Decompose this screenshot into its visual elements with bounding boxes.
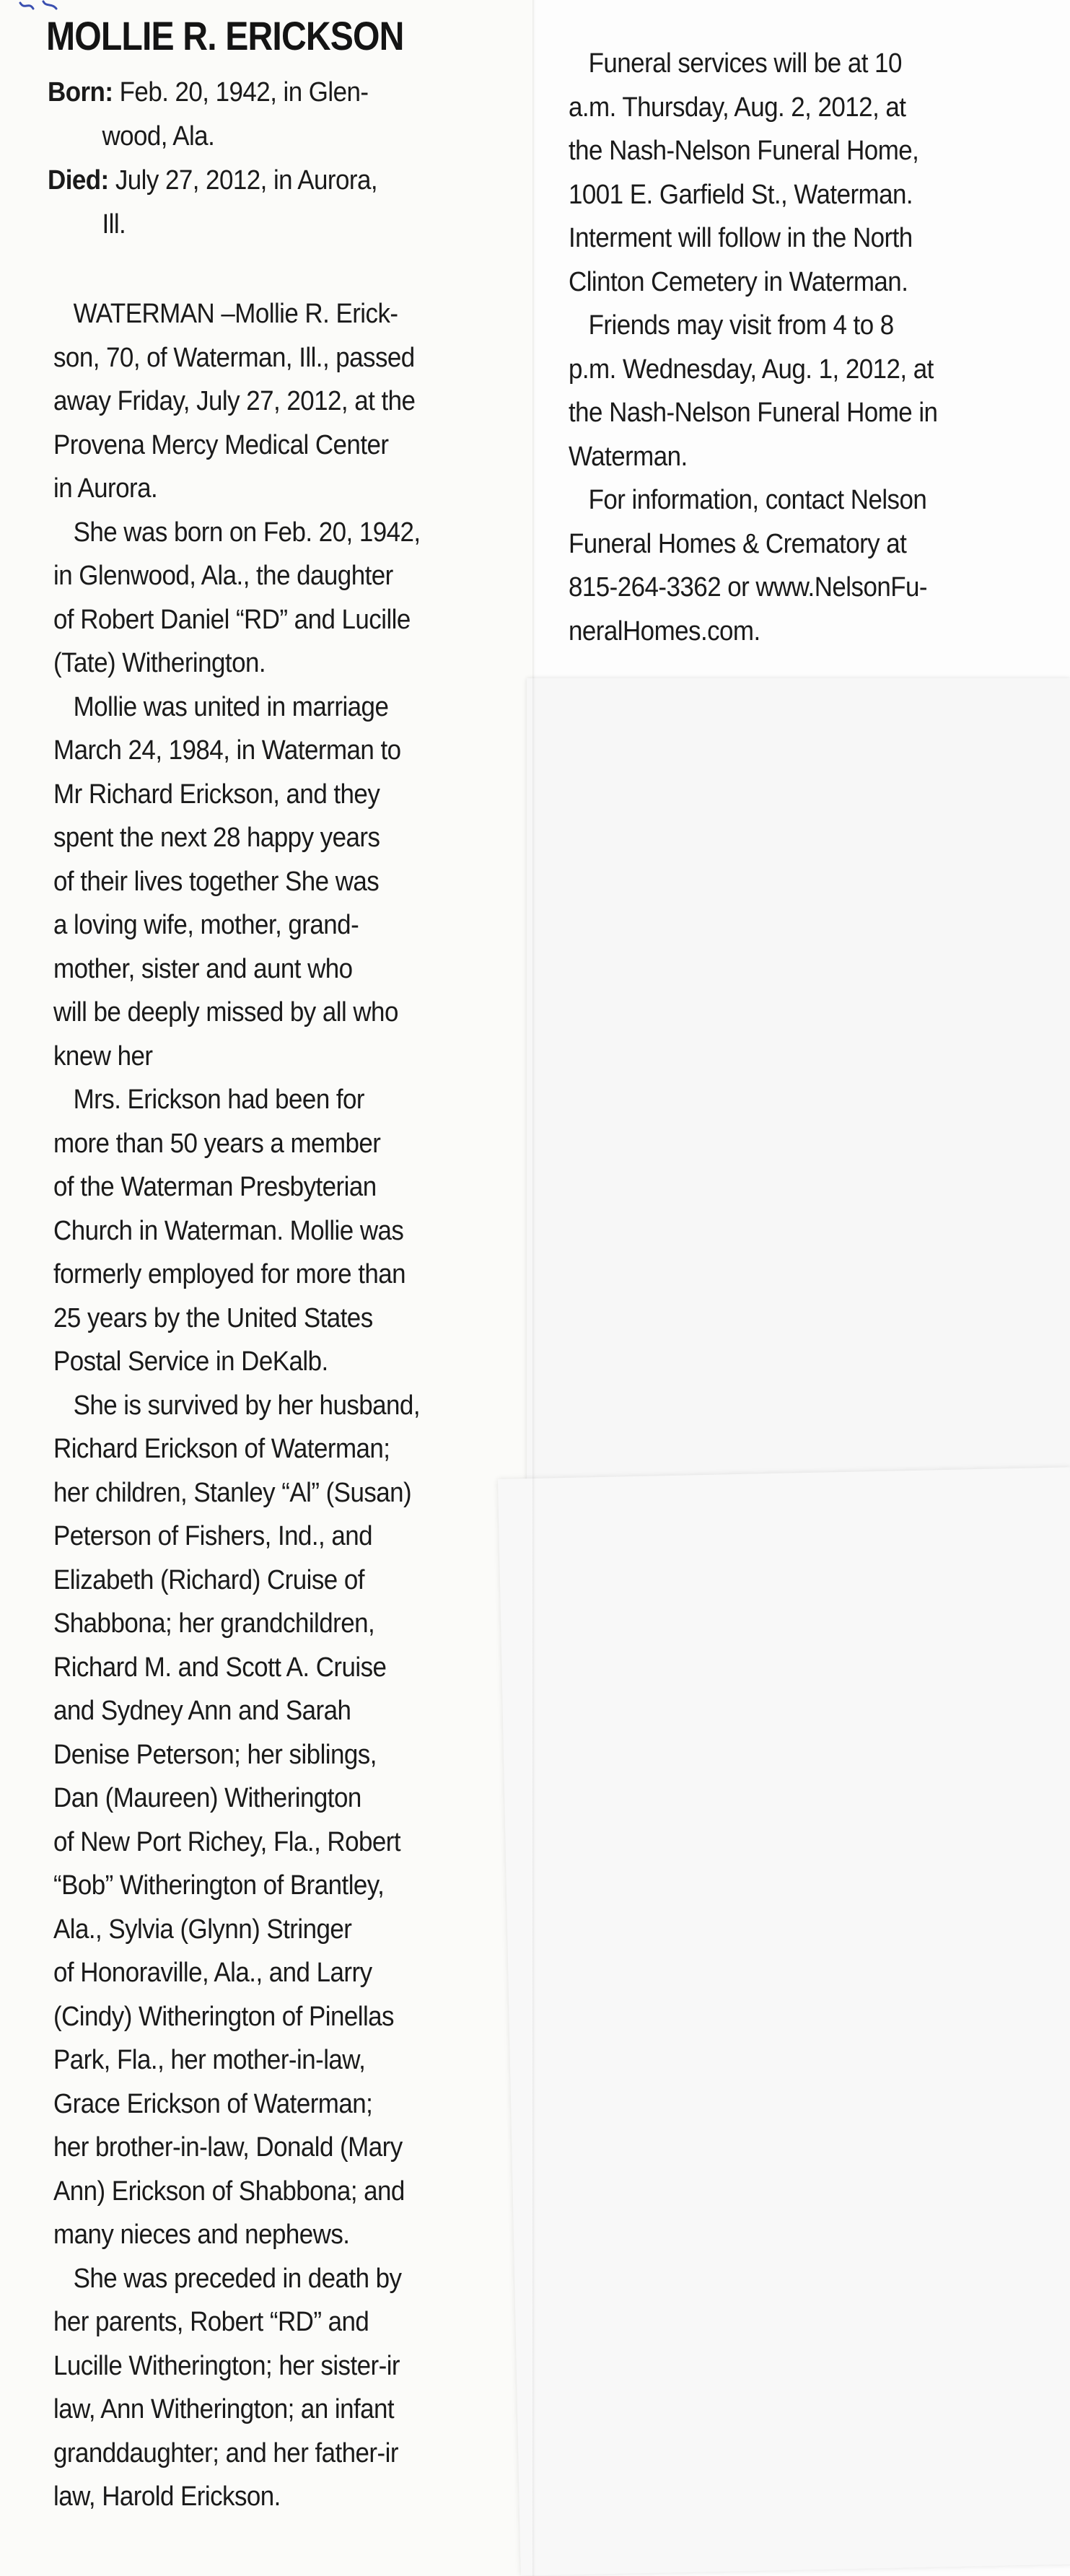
text-line: Park, Fla., her mother-in-law, [53,2045,366,2075]
born-label: Born: [48,77,113,108]
text-line: Denise Peterson; her siblings, [53,1739,377,1770]
text-line: Waterman. [569,441,688,472]
text-line: WATERMAN –Mollie R. Erick- [73,299,398,329]
born-line [48,71,377,115]
text-line: Mollie was united in marriage [73,691,389,722]
text-line: will be deeply missed by all who [53,997,398,1028]
text-line: and Sydney Ann and Sarah [53,1696,351,1726]
text-line: Provena Mercy Medical Center [53,429,389,460]
text-line: She was preceded in death by [73,2263,402,2294]
born-text: Feb. 20, 1942, in Glen- [119,77,369,108]
text-line: Shabbona; her grandchildren, [53,1608,375,1639]
text-line: She is survived by her husband, [73,1390,420,1421]
text-line: Richard Erickson of Waterman; [53,1434,390,1464]
text-line: Lucille Witherington; her sister-ir [53,2350,400,2381]
text-line: 815-264-3362 or www.NelsonFu- [569,572,928,603]
text-line: p.m. Wednesday, Aug. 1, 2012, at [569,354,934,385]
text-line: away Friday, July 27, 2012, at the [53,386,416,416]
text-line: formerly employed for more than [53,1259,406,1289]
obituary-body-left-column [53,292,485,2519]
text-line: March 24, 1984, in Waterman to [53,735,401,766]
text-line: law, Harold Erickson. [53,2481,281,2512]
text-line: For information, contact Nelson [588,485,927,515]
text-line: Richard M. and Scott A. Cruise [53,1652,387,1683]
died-text: July 27, 2012, in Aurora, [115,165,378,196]
text-line: son, 70, of Waterman, Ill., passed [53,342,415,373]
text-line: of New Port Richey, Fla., Robert [53,1826,401,1857]
text-line: Clinton Cemetery in Waterman. [569,266,908,297]
text-line: her children, Stanley “Al” (Susan) [53,1477,412,1508]
vital-dates [48,71,377,247]
died-label: Died: [48,165,109,196]
text-line: Grace Erickson of Waterman; [53,2088,373,2119]
text-line: her brother-in-law, Donald (Mary [53,2132,403,2163]
clipping-edge-shadow [532,0,535,2576]
text-line: of their lives together She was [53,866,380,897]
text-line: She was born on Feb. 20, 1942, [73,517,421,548]
text-line: of the Waterman Presbyterian [53,1172,377,1202]
text-line: Mrs. Erickson had been for [73,1085,365,1115]
text-line: a loving wife, mother, grand- [53,910,359,940]
text-line: 25 years by the United States [53,1302,373,1333]
text-line: Mr Richard Erickson, and they [53,779,380,810]
text-line: (Cindy) Witherington of Pinellas [53,2001,394,2032]
text-line: Ann) Erickson of Shabbona; and [53,2176,405,2207]
text-line: many nieces and nephews. [53,2220,350,2250]
text-line: more than 50 years a member [53,1128,381,1159]
died-continuation: Ill. [102,209,126,240]
text-line: spent the next 28 happy years [53,823,380,853]
text-line: of Robert Daniel “RD” and Lucille [53,604,411,635]
text-line: Elizabeth (Richard) Cruise of [53,1564,364,1595]
text-line: Postal Service in DeKalb. [53,1346,328,1377]
text-line: neralHomes.com. [569,615,760,647]
text-line: in Glenwood, Ala., the daughter [53,561,393,591]
text-line: Ala., Sylvia (Glynn) Stringer [53,1914,352,1945]
died-line [48,159,377,203]
text-line: granddaughter; and her father-ir [53,2437,398,2468]
text-line: her parents, Robert “RD” and [53,2307,369,2337]
text-line: the Nash-Nelson Funeral Home in [569,398,938,428]
text-line: Funeral services will be at 10 [588,48,902,79]
obituary-body-right-column [569,42,1007,653]
text-line: knew her [53,1041,153,1072]
text-line: Interment will follow in the North [569,223,913,253]
born-continuation: wood, Ala. [102,121,215,152]
text-line: Funeral Homes & Crematory at [569,528,907,559]
text-line: in Aurora. [53,473,158,504]
background-paper-lower [527,678,1070,1486]
text-line: law, Ann Witherington; an infant [53,2394,395,2424]
text-line: the Nash-Nelson Funeral Home, [569,136,919,166]
text-line: mother, sister and aunt who [53,953,353,984]
text-line: (Tate) Witherington. [53,648,266,678]
text-line: Peterson of Fishers, Ind., and [53,1521,373,1551]
text-line: a.m. Thursday, Aug. 2, 2012, at [569,92,906,123]
background-paper-bottom [498,1467,1070,2575]
obituary-name: MOLLIE R. ERICKSON [46,13,404,58]
text-line: Friends may visit from 4 to 8 [588,310,894,341]
text-line: “Bob” Witherington of Brantley, [53,1870,385,1901]
text-line: of Honoraville, Ala., and Larry [53,1958,372,1988]
text-line: Dan (Maureen) Witherington [53,1783,361,1813]
text-line: 1001 E. Garfield St., Waterman. [569,179,913,210]
pen-mark-icon [14,0,79,13]
text-line: Church in Waterman. Mollie was [53,1215,404,1246]
